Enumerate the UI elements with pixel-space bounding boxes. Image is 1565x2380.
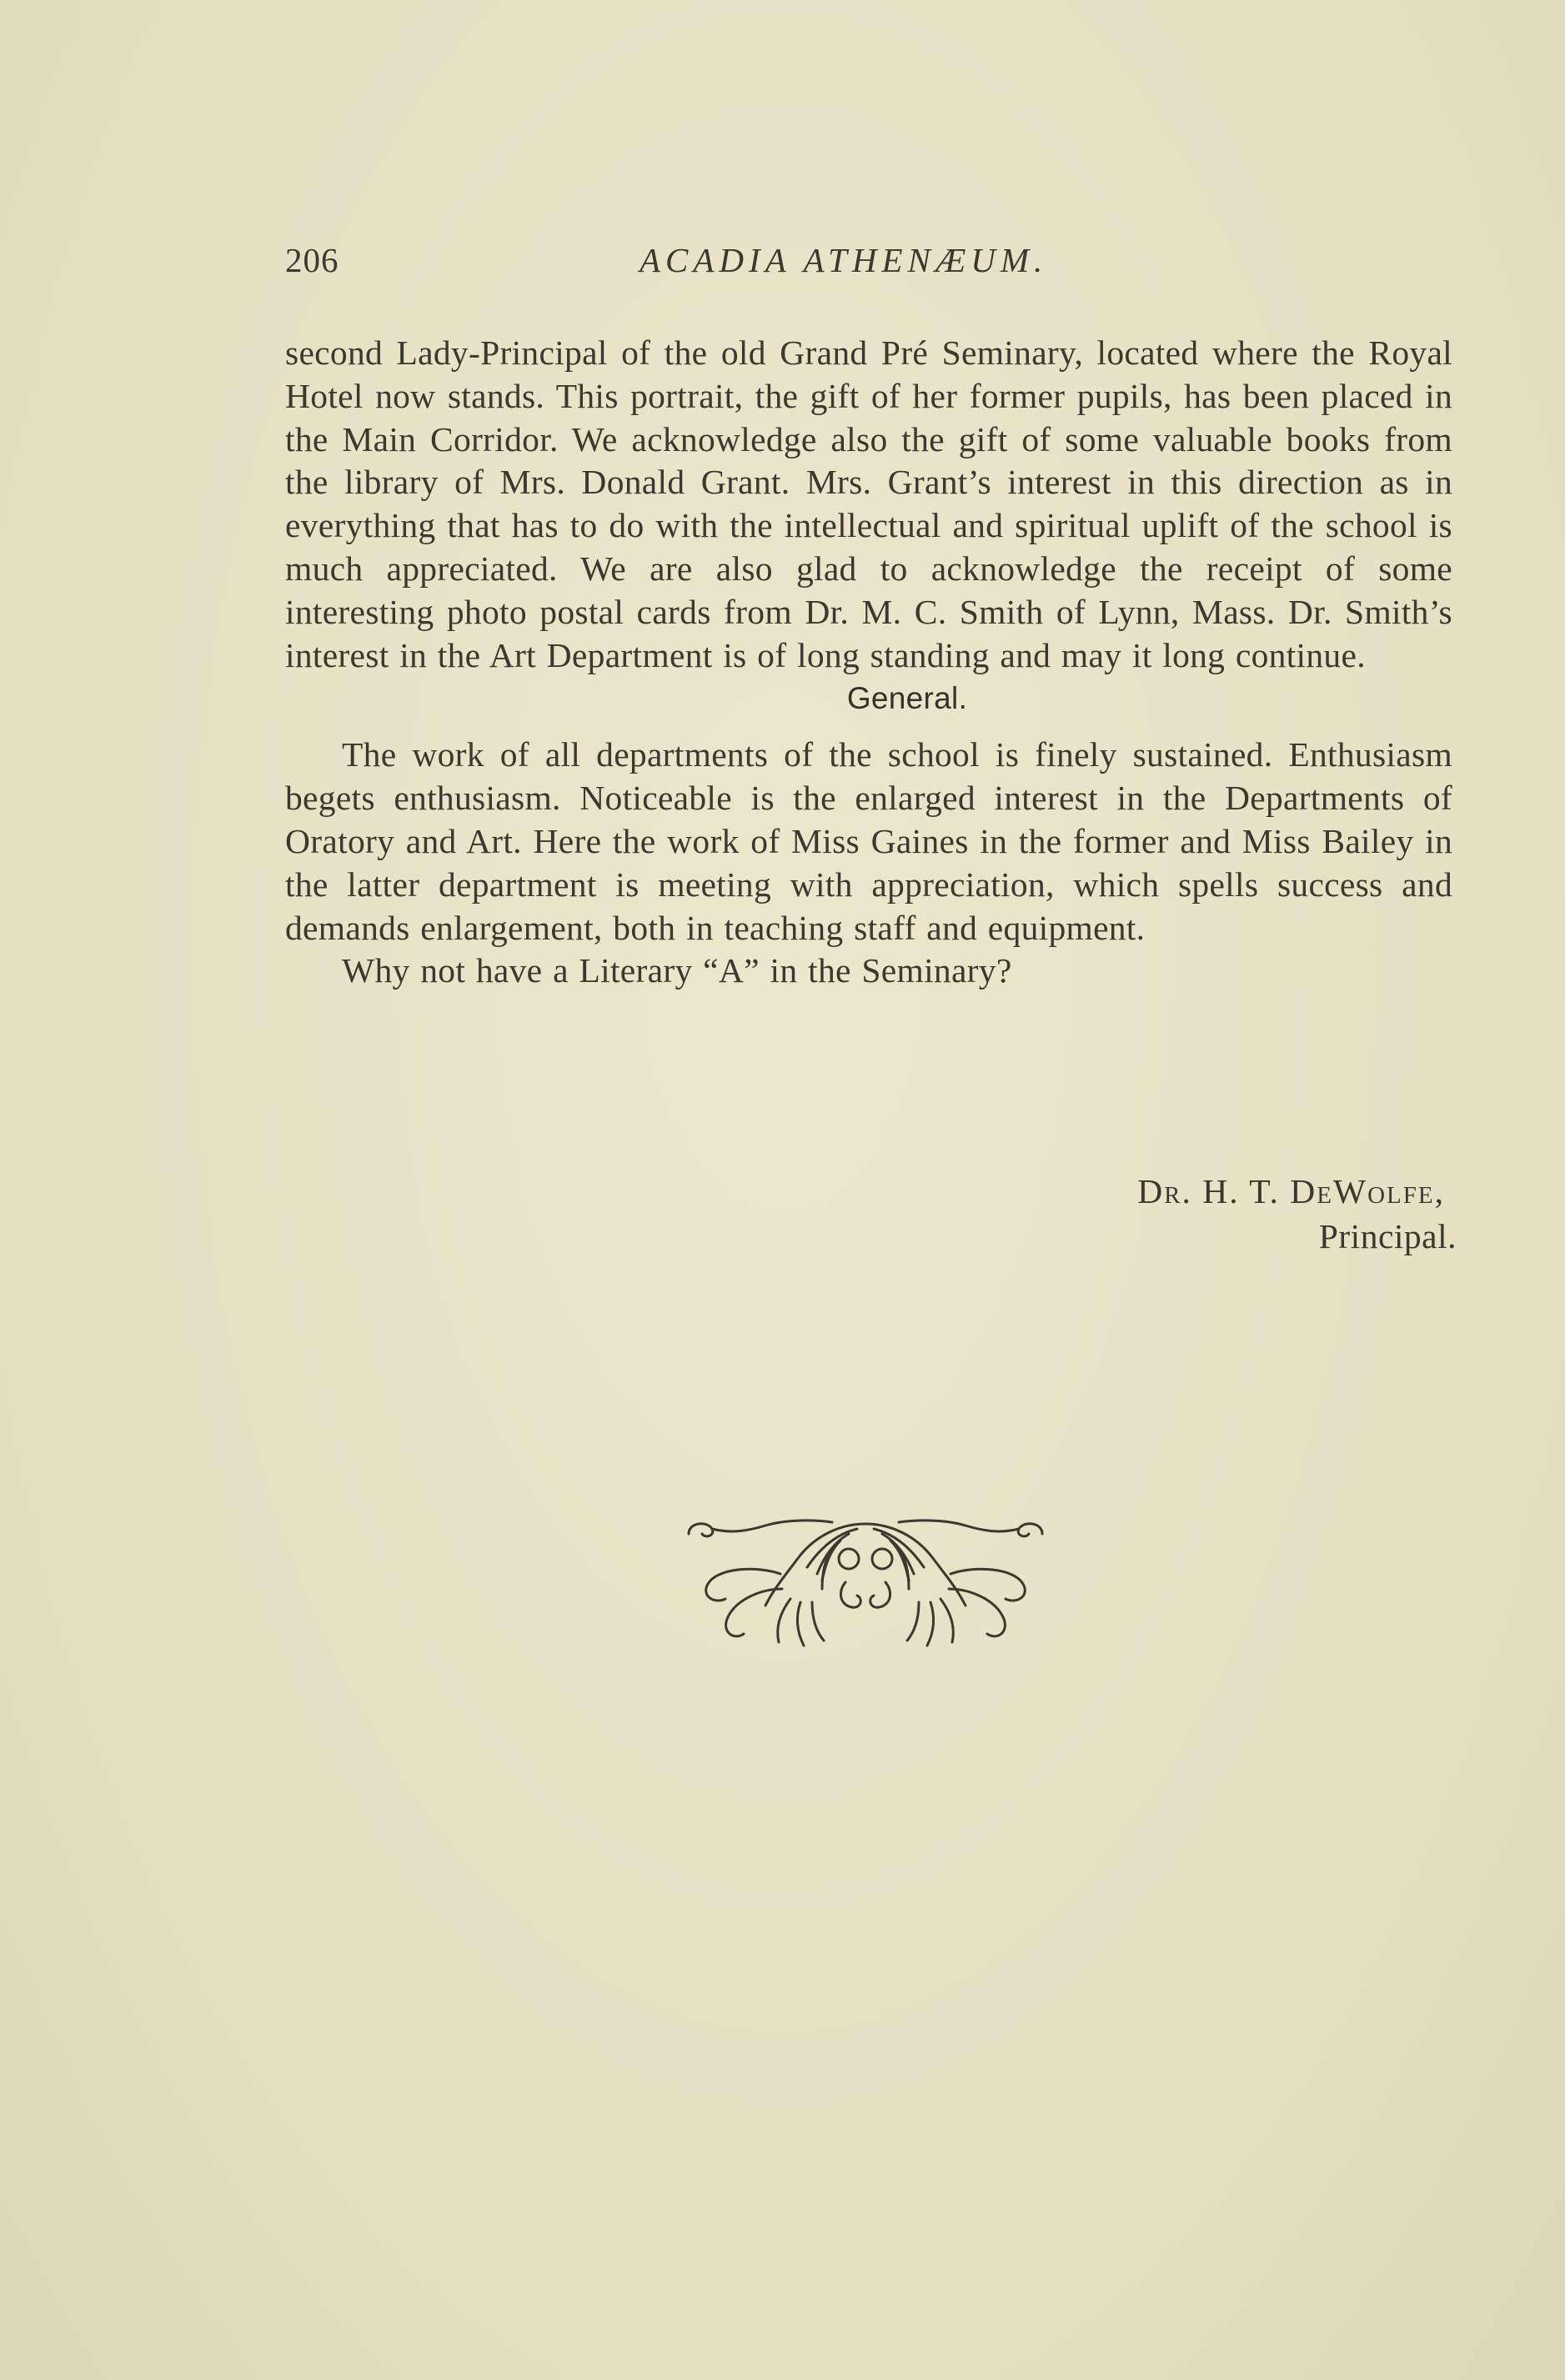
signature-title: Principal.: [1318, 1217, 1457, 1255]
decorative-fleuron-icon: [682, 1516, 1049, 1656]
paragraph-continued: second Lady-Principal of the old Grand Pré Seminary, located where the Royal Hotel now stands. This portrait, the gift of her former pupils, has been placed in the Main Corridor. We acknowledge also the gift of some valuable books from the library of Mrs. Donald Grant. Mrs. Grant’s interest in this direction as in everything that has to do with the intellectual and spiritual uplift of the school is much appreciated. We are also glad to acknowledge the receipt of some interesting photo postal cards from Dr. M. C. Smith of Lynn, Mass. Dr. Smith’s interest in the Art Department is of long standing and may it long continue.: [285, 333, 1452, 674]
signature-name: Dr. H. T. DeWolfe,: [1137, 1172, 1445, 1210]
page-header: [285, 240, 1452, 290]
page-number: 206: [285, 241, 339, 279]
paragraph-general: The work of all departments of the school is finely sustained. Enthusiasm begets enthusiasm. Noticeable is the enlarged interest in the Departments of Oratory and Art. Here the work of Miss Gaines in the former and Miss Bailey in the latter department is meeting with appreciation, which spells success and demands enlargement, both in teaching staff and equipment.: [285, 735, 1452, 947]
paragraph-question: Why not have a Literary “A” in the Seminary?: [342, 951, 1012, 990]
signature-block: [873, 1169, 1457, 1259]
running-title: ACADIA ATHENÆUM.: [640, 241, 1048, 279]
article-body: [285, 332, 1452, 993]
section-heading: General.: [846, 681, 968, 716]
